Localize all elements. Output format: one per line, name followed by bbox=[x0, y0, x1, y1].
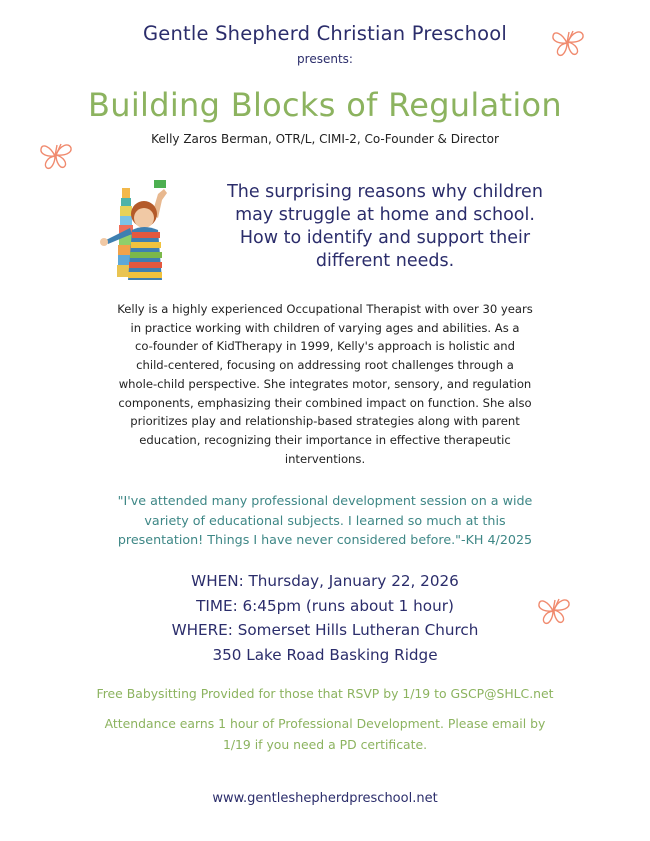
event-time: TIME: 6:45pm (runs about 1 hour) bbox=[196, 596, 454, 615]
event-subtitle bbox=[208, 181, 562, 273]
subtitle-line: The surprising reasons why children bbox=[227, 182, 543, 202]
bio-line: co-founder of KidTherapy in 1999, Kelly's approach is holistic and bbox=[134, 339, 516, 354]
event-details bbox=[0, 569, 650, 667]
bio-line: in practice working with children of varying ages and abilities. As a bbox=[130, 320, 520, 335]
bio-line: prioritizes play and relationship-based strategies along with parent bbox=[130, 414, 520, 429]
presents-label: presents: bbox=[297, 52, 353, 66]
testimonial-quote bbox=[62, 491, 588, 550]
pd-line: 1/19 if you need a PD certificate. bbox=[222, 737, 428, 752]
quote-line: variety of educational subjects. I learned so much at this bbox=[144, 512, 506, 528]
event-address: 350 Lake Road Basking Ridge bbox=[212, 645, 438, 664]
subtitle-line: may struggle at home and school. bbox=[235, 205, 535, 225]
event-when: WHEN: Thursday, January 22, 2026 bbox=[191, 572, 459, 590]
bio-line: child-centered, focusing on addressing root challenges through a bbox=[136, 358, 514, 373]
event-where: WHERE: Somerset Hills Lutheran Church bbox=[171, 621, 479, 639]
website-link[interactable]: www.gentleshepherdpreschool.net bbox=[212, 791, 438, 806]
pd-line: Attendance earns 1 hour of Professional Development. Please email by bbox=[104, 716, 546, 731]
butterfly-icon bbox=[550, 27, 586, 61]
event-title: Building Blocks of Regulation bbox=[88, 86, 562, 124]
presenter-bio bbox=[62, 300, 588, 468]
bio-line: interventions. bbox=[284, 451, 366, 466]
child-with-blocks-photo bbox=[88, 180, 200, 282]
bio-line: Kelly is a highly experienced Occupational Therapist with over 30 years bbox=[117, 302, 533, 316]
subtitle-line: different needs. bbox=[315, 251, 455, 271]
subtitle-line: How to identify and support their bbox=[239, 228, 531, 248]
quote-line: "I've attended many professional development session on a wide bbox=[117, 493, 533, 508]
quote-line: presentation! Things I have never considered before."-KH 4/2025 bbox=[117, 532, 533, 548]
presenter-credentials: Kelly Zaros Berman, OTR/L, CIMI-2, Co-Founder & Director bbox=[151, 132, 499, 146]
bio-line: whole-child perspective. She integrates motor, sensory, and regulation bbox=[118, 376, 532, 391]
babysitting-notice: Free Babysitting Provided for those that RSVP by 1/19 to GSCP@SHLC.net bbox=[96, 686, 554, 701]
school-name: Gentle Shepherd Christian Preschool bbox=[142, 22, 508, 45]
bio-line: education, recognizing their importance in effective therapeutic bbox=[139, 432, 511, 447]
pd-notice bbox=[40, 713, 610, 755]
bio-line: components, emphasizing their combined impact on function. She also bbox=[118, 395, 532, 410]
